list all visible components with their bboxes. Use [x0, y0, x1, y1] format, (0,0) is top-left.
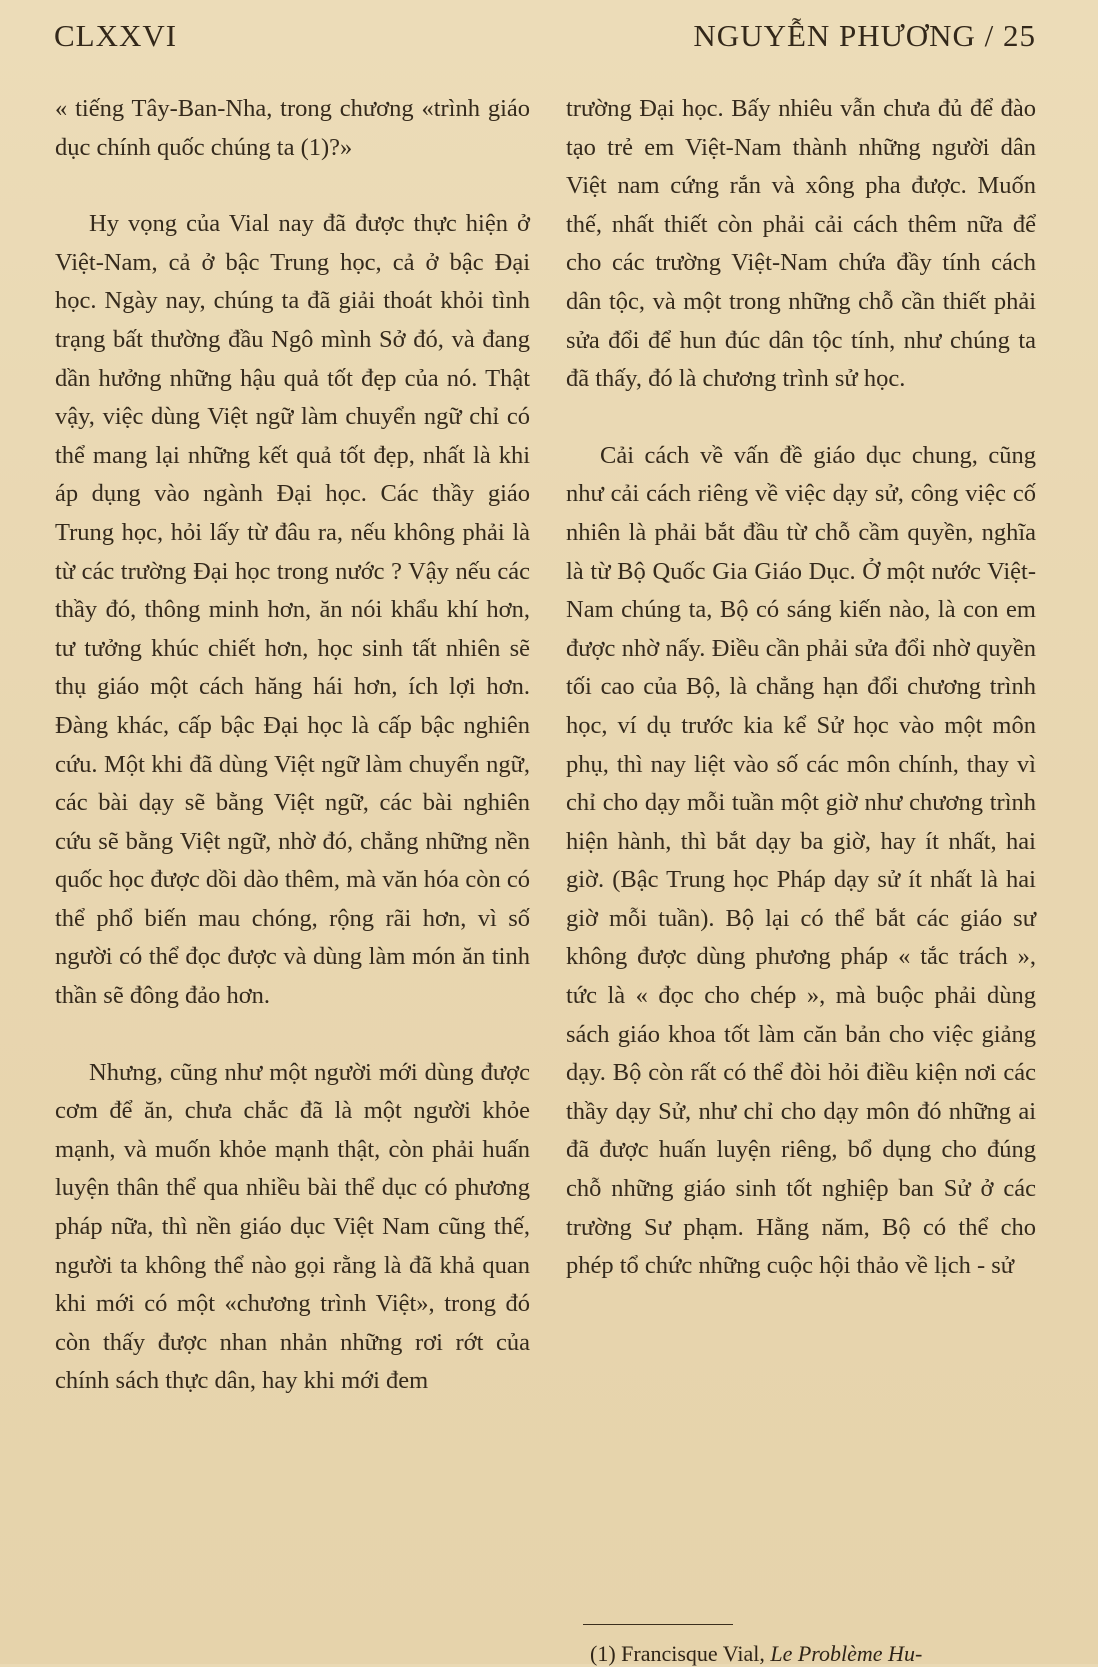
paragraph: trường Đại học. Bấy nhiêu vẫn chưa đủ để đào tạo trẻ em Việt-Nam thành những người dân Việt nam cứng rắn và xông pha được. Muốn thế, nhất thiết còn phải cải cách thêm nữa để cho các trường Việt-Nam chứa đầy tính cách dân tộc, và một trong những chỗ cần thiết phải sửa đổi để hun đúc dân tộc tính, như chúng ta đã thấy, đó là chương trình sử học.: [566, 95, 1036, 393]
paragraph: « tiếng Tây-Ban-Nha, trong chương «trình giáo dục chính quốc chúng ta (1)?»: [55, 95, 530, 161]
roman-page-number: CLXXVI: [54, 18, 178, 53]
author-and-page: NGUYỄN PHƯƠNG / 25: [693, 18, 1036, 53]
paragraph: Cải cách về vấn đề giáo dục chung, cũng như cải cách riêng về việc dạy sử, công việc cố nhiên là phải bắt đầu từ chỗ cầm quyền, nghĩa là từ Bộ Quốc Gia Giáo Dục. Ở một nước Việt-Nam chúng ta, Bộ có sáng kiến nào, là con em được nhờ nấy. Điều cần phải sửa đổi nhờ quyền tối cao của Bộ, là chẳng hạn đổi chương trình học, ví dụ trước kia kể Sử học vào một môn phụ, thì nay liệt vào số các môn chính, thay vì chỉ cho dạy mỗi tuần một giờ như chương trình hiện hành, thì bắt dạy ba giờ, hay ít nhất, hai giờ. (Bậc Trung học Pháp dạy sử ít nhất là hai giờ mỗi tuần). Bộ lại có thể bắt các giáo sư không được dùng phương pháp « tắc trách », tức là « đọc cho chép », mà buộc phải dùng sách giáo khoa tốt làm căn bản cho việc giảng dạy. Bộ còn rất có thể đòi hỏi điều kiện nơi các thầy dạy Sử, như chỉ cho dạy môn đó những ai đã được huấn luyện riêng, bổ dụng cho đúng chỗ những giáo sinh tốt nghiệp ban Sử ở các trường Sư phạm. Hằng năm, Bộ có thể cho phép tổ chức những cuộc hội thảo về lịch - sử: [566, 441, 1036, 1280]
page-header: [54, 18, 1036, 62]
left-column: [55, 90, 530, 1401]
footnote-title: Le Problème Hu-: [770, 1641, 923, 1666]
right-column: [566, 90, 1036, 1286]
footnote: [590, 1641, 1050, 1667]
footnote-divider: [583, 1624, 733, 1625]
paragraph: Hy vọng của Vial nay đã được thực hiện ở Việt-Nam, cả ở bậc Trung học, cả ở bậc Đại học. Ngày nay, chúng ta đã giải thoát khỏi tình trạng bất thường đầu Ngô mình Sở đó, và đang dần hưởng những hậu quả tốt đẹp của nó. Thật vậy, việc dùng Việt ngữ làm chuyển ngữ chỉ có thể mang lại những kết quả tốt đẹp, nhất là khi áp dụng vào ngành Đại học. Các thầy giáo Trung học, hỏi lấy từ đâu ra, nếu không phải là từ các trường Đại học trong nước ? Vậy nếu các thầy đó, thông minh hơn, ăn nói khẩu khí hơn, tư tưởng khúc chiết hơn, học sinh tất nhiên sẽ thụ giáo một cách hăng hái hơn, ích lợi hơn. Đàng khác, cấp bậc Đại học là cấp bậc nghiên cứu. Một khi đã dùng Việt ngữ làm chuyển ngữ, các bài dạy sẽ bằng Việt ngữ, các bài nghiên cứu sẽ bằng Việt ngữ, nhờ đó, chẳng những nền quốc học được dồi dào thêm, mà văn hóa còn có thể phổ biến mau chóng, rộng rãi hơn, vì số người có thể đọc được và dùng làm món ăn tinh thần sẽ đông đảo hơn.: [55, 210, 530, 1010]
footnote-reference: (1) Francisque Vial,: [590, 1641, 765, 1666]
paragraph: Nhưng, cũng như một người mới dùng được cơm để ăn, chưa chắc đã là một người khỏe mạnh, và muốn khỏe mạnh thật, còn phải huấn luyện thân thể qua nhiều bài thể dục có phương pháp nữa, thì nền giáo dục Việt Nam cũng thế, người ta không thể nào gọi rằng là đã khả quan khi mới có một «chương trình Việt», trong đó còn thấy được nhan nhản những rơi rớt của chính sách thực dân, hay khi mới đem: [55, 1058, 530, 1395]
